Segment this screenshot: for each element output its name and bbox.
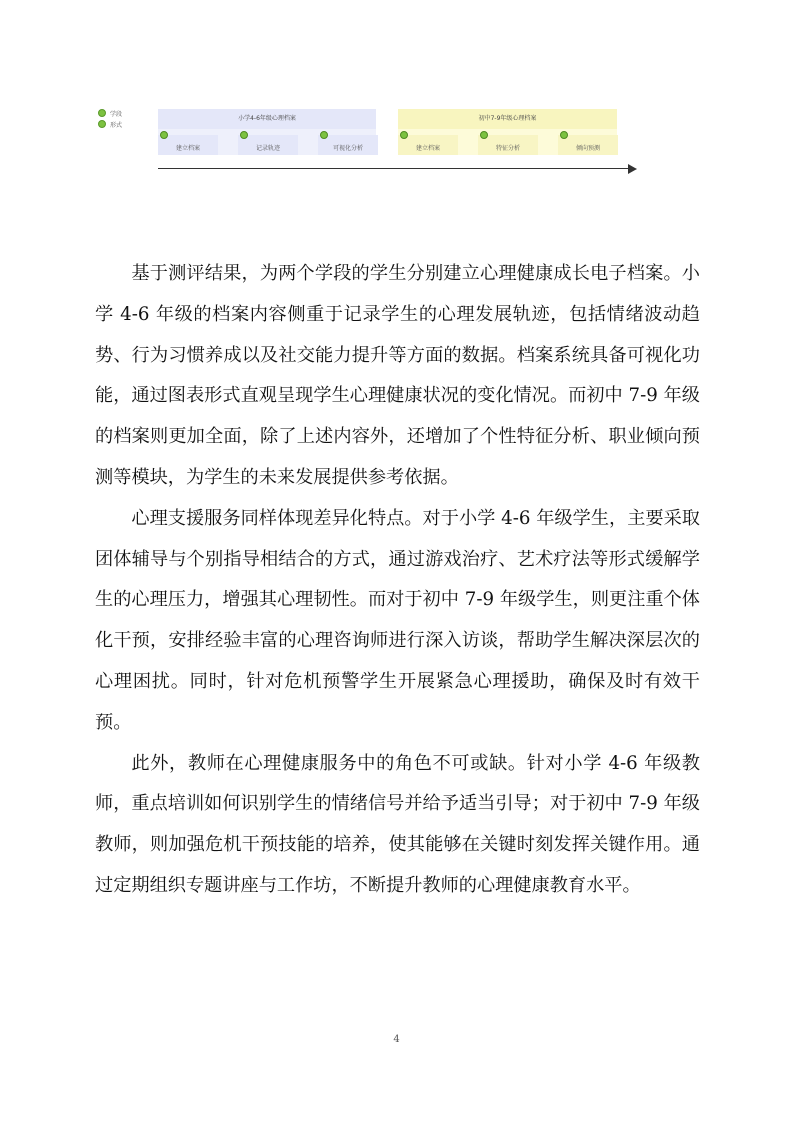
legend-item xyxy=(98,108,122,118)
task-box xyxy=(478,135,538,155)
timeline-diagram xyxy=(98,102,643,182)
body-text xyxy=(95,254,700,907)
paragraph: 基于测评结果，为两个学段的学生分别建立心理健康成长电子档案。小学 4-6 年级的档案内容侧重于记录学生的心理发展轨迹，包括情绪波动趋势、行为习惯养成以及社交能力提升等方面的数据。档案系统具备可视化功能，通过图表形式直观呈现学生心理健康状况的变化情况。而初中 7-9 年级的档案则更加全面，除了上述内容外，还增加了个性特征分析、职业倾向预测等模块，为学生的未来发展提供参考依据。 xyxy=(95,263,700,488)
arrow-right-icon xyxy=(628,164,637,174)
task-box xyxy=(318,135,378,155)
legend-item xyxy=(98,119,122,129)
task-box xyxy=(398,135,458,155)
task-label: 记录轨迹 xyxy=(255,145,280,152)
timeline-axis xyxy=(158,168,630,169)
paragraph: 心理支援服务同样体现差异化特点。对于小学 4-6 年级学生，主要采取团体辅导与个别指导相结合的方式，通过游戏治疗、艺术疗法等形式缓解学生的心理压力，增强其心理韧性。而对于初中 7-9 年级学生，则更注重个体化干预，安排经验丰富的心理咨询师进行深入访谈，帮助学生解决深层次的心理困扰。同时，针对危机预警学生开展紧急心理援助，确保及时有效干预。 xyxy=(95,507,700,733)
stage-title: 初中7-9年级心理档案 xyxy=(398,109,617,129)
task-box xyxy=(158,135,218,155)
task-label: 建立档案 xyxy=(415,145,440,152)
stage-junior xyxy=(398,109,617,155)
task-label: 特征分析 xyxy=(495,145,520,152)
milestone-dot-icon xyxy=(400,131,408,139)
milestone-dot-icon xyxy=(160,131,168,139)
task-box xyxy=(238,135,298,155)
diagram-legend xyxy=(98,108,122,130)
task-label: 可视化分析 xyxy=(332,145,363,152)
task-label: 建立档案 xyxy=(175,145,200,152)
task-box xyxy=(558,135,618,155)
paragraph: 此外，教师在心理健康服务中的角色不可或缺。针对小学 4-6 年级教师，重点培训如何识别学生的情绪信号并给予适当引导；对于初中 7-9 年级教师，则加强危机干预技能的培养，使其能够在关键时刻发挥关键作用。通过定期组织专题讲座与工作坊，不断提升教师的心理健康教育水平。 xyxy=(95,752,700,896)
page-number: 4 xyxy=(393,1034,400,1045)
milestone-dot-icon xyxy=(240,131,248,139)
stage-primary xyxy=(158,109,376,155)
milestone-dot-icon xyxy=(560,131,568,139)
task-label: 倾向预测 xyxy=(575,145,600,152)
green-dot-icon xyxy=(98,109,106,117)
green-dot-icon xyxy=(98,120,106,128)
stage-title: 小学4-6年级心理档案 xyxy=(158,109,376,129)
legend-label: 形式 xyxy=(110,121,123,129)
legend-label: 学段 xyxy=(110,110,123,118)
milestone-dot-icon xyxy=(480,131,488,139)
milestone-dot-icon xyxy=(320,131,328,139)
